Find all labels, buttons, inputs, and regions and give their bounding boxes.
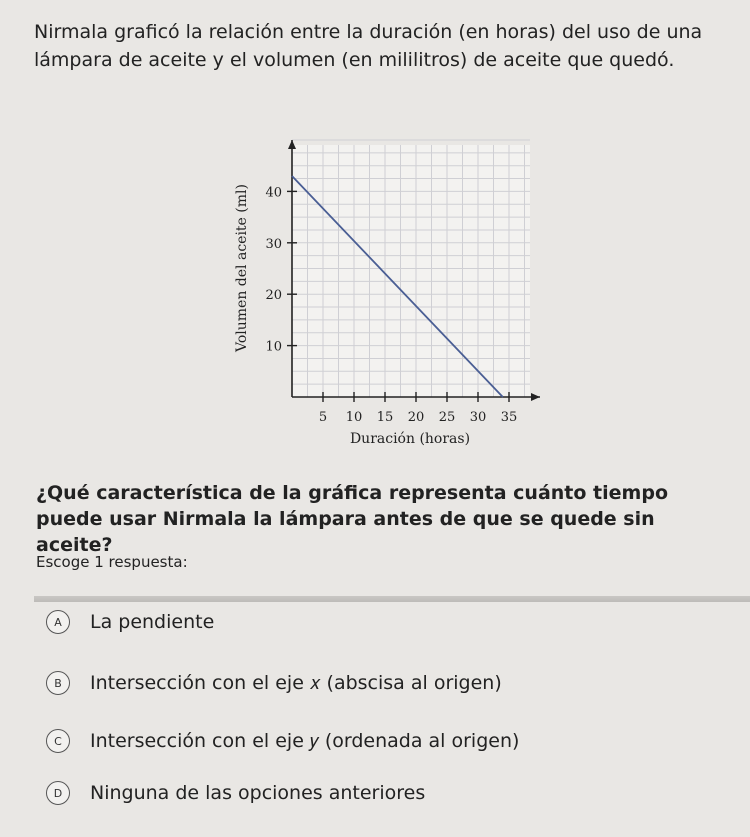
answer-prompt: Escoge 1 respuesta: bbox=[36, 553, 188, 571]
question-text: ¿Qué característica de la gráfica representa cuánto tiempo puede usar Nirmala la lámpara antes de que se quede sin aceite? bbox=[36, 482, 668, 556]
option-letter-a: A bbox=[46, 610, 70, 634]
x-tick-label: 5 bbox=[318, 410, 328, 425]
y-axis-label: Volumen del aceite (ml) bbox=[234, 184, 250, 352]
option-text-a: La pendiente bbox=[90, 611, 215, 633]
x-axis-arrow bbox=[531, 393, 540, 401]
x-tick-label: 10 bbox=[345, 410, 363, 425]
chart-grid bbox=[292, 140, 530, 397]
y-axis-arrow bbox=[288, 140, 296, 149]
x-tick-label: 25 bbox=[438, 410, 456, 425]
y-tick-label: 40 bbox=[265, 185, 282, 201]
answer-option-a[interactable] bbox=[46, 605, 214, 639]
option-text-b: Intersección con el eje 𝑥 (abscisa al origen) bbox=[90, 672, 502, 694]
x-axis-label: Duración (horas) bbox=[349, 431, 471, 447]
answer-option-b[interactable] bbox=[46, 666, 502, 700]
divider bbox=[34, 596, 750, 602]
option-letter-d: D bbox=[46, 781, 70, 805]
y-tick-label: 30 bbox=[265, 236, 282, 252]
y-tick-label: 20 bbox=[265, 288, 282, 304]
option-letter-c: C bbox=[46, 729, 70, 753]
option-text-d: Ninguna de las opciones anteriores bbox=[90, 782, 426, 804]
y-tick-label: 10 bbox=[265, 339, 282, 355]
x-tick-label: 15 bbox=[376, 410, 394, 425]
x-tick-label: 20 bbox=[407, 410, 425, 425]
x-tick-label: 30 bbox=[469, 410, 487, 425]
x-tick-label: 35 bbox=[500, 410, 518, 425]
problem-statement: Nirmala graficó la relación entre la duración (en horas) del uso de una lámpara de aceite y el volumen (en mililitros) de aceite que quedó. bbox=[34, 21, 703, 71]
plot-area bbox=[292, 145, 530, 397]
option-text-c: Intersección con el eje 𝑦 (ordenada al origen) bbox=[90, 730, 520, 752]
answer-option-c[interactable] bbox=[46, 724, 519, 758]
answer-option-d[interactable] bbox=[46, 776, 425, 810]
option-letter-b: B bbox=[46, 671, 70, 695]
